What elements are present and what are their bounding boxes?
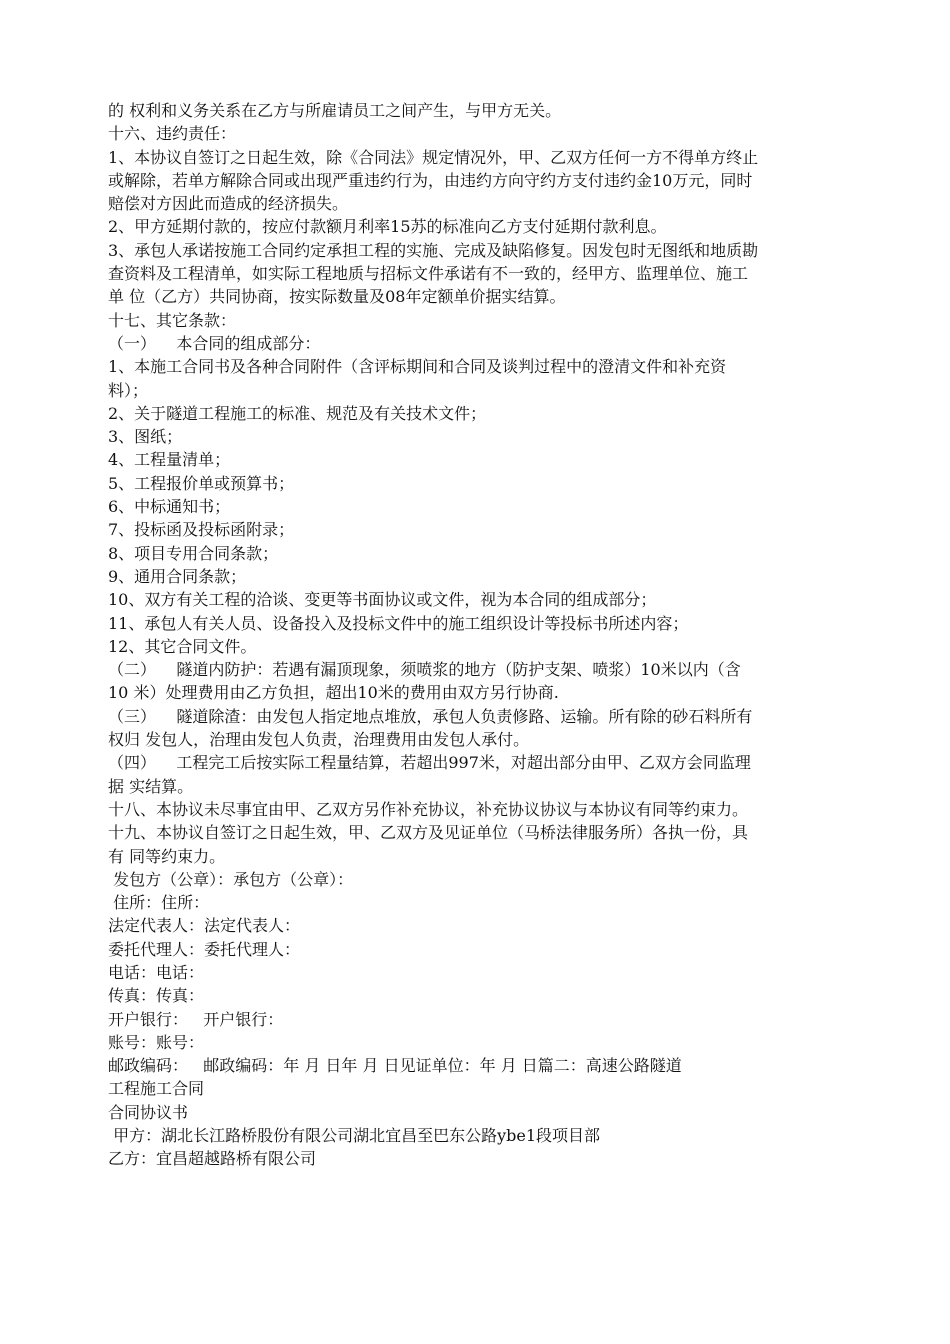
section-heading: 十七、其它条款： (108, 310, 237, 330)
text-line: 有 同等约束力。 (108, 846, 226, 866)
subsection-line: （四） 工程完工后按实际工程量结算，若超出997米，对超出部分由甲、乙双方会同监理 (108, 753, 751, 773)
list-item: 8、项目专用合同条款； (108, 543, 279, 563)
list-item: 4、工程量清单； (108, 450, 231, 470)
text-line: 的 权利和义务关系在乙方与所雇请员工之间产生，与甲方无关。 (108, 101, 562, 120)
signature-field: 传真：传真： (108, 986, 205, 1006)
text-line: 据 实结算。 (108, 776, 194, 796)
list-item: 2、关于隧道工程施工的标准、规范及有关技术文件； (108, 403, 487, 423)
text-line: 合同协议书 (108, 1102, 189, 1122)
subsection-line: （三） 隧道除渣：由发包人指定地点堆放，承包人负责修路、运输。所有除的砂石料所有 (108, 706, 753, 726)
list-item: 3、图纸； (108, 427, 183, 447)
signature-field: 账号：账号： (108, 1032, 205, 1052)
list-item: 1、本施工合同书及各种合同附件（含评标期间和合同及谈判过程中的澄清文件和补充资 (108, 357, 727, 377)
list-item: 11、承包人有关人员、设备投入及投标文件中的施工组织设计等投标书所述内容； (108, 613, 689, 633)
text-line: 赔偿对方因此而造成的经济损失。 (108, 194, 349, 214)
signature-field: 发包方（公章）：承包方（公章）： (108, 869, 354, 889)
subsection-heading: （一） 本合同的组成部分： (108, 333, 321, 353)
party-line: 乙方：宜昌超越路桥有限公司 (108, 1149, 317, 1169)
signature-field: 住所：住所： (108, 893, 210, 913)
list-item: 5、工程报价单或预算书； (108, 473, 295, 493)
list-item: 10、双方有关工程的洽谈、变更等书面协议或文件，视为本合同的组成部分； (108, 590, 657, 610)
subsection-line: （二） 隧道内防护：若遇有漏顶现象，须喷浆的地方（防护支架、喷浆）10米以内（含 (108, 660, 741, 680)
list-item: 6、中标通知书； (108, 497, 231, 517)
signature-field: 法定代表人：法定代表人： (108, 916, 301, 936)
text-line: 查资料及工程清单，如实际工程地质与招标文件承诺有不一致的，经甲方、监理单位、施工 (108, 264, 749, 284)
text-line: 1、本协议自签订之日起生效，除《合同法》规定情况外，甲、乙双方任何一方不得单方终止 (108, 147, 759, 167)
party-line: 甲方：湖北长江路桥股份有限公司湖北宜昌至巴东公路ybe1段项目部 (108, 1126, 601, 1146)
section-heading: 十六、违约责任： (108, 124, 237, 144)
signature-field: 开户银行： 开户银行： (108, 1009, 284, 1029)
text-line: 或解除，若单方解除合同或出现严重违约行为，由违约方向守约方支付违约金10万元，同时 (108, 170, 753, 190)
text-line: 10 米）处理费用由乙方负担，超出10米的费用由双方另行协商. (108, 683, 559, 703)
list-item: 9、通用合同条款； (108, 566, 247, 586)
section-line: 十九、本协议自签订之日起生效，甲、乙双方及见证单位（马桥法律服务所）各执一份，具 (108, 823, 749, 843)
text-line: 工程施工合同 (108, 1079, 205, 1099)
text-line: 3、承包人承诺按施工合同约定承担工程的实施、完成及缺陷修复。因发包时无图纸和地质勘 (108, 240, 759, 260)
list-item: 料）； (108, 380, 149, 400)
signature-field: 委托代理人：委托代理人： (108, 939, 301, 959)
text-line: 2、甲方延期付款的，按应付款额月利率15苏的标准向乙方支付延期付款利息。 (108, 217, 667, 237)
list-item: 7、投标函及投标函附录； (108, 520, 295, 540)
text-line: 单 位（乙方）共同协商，按实际数量及08年定额单价据实结算。 (108, 287, 566, 307)
section-line: 十八、本协议未尽事宜由甲、乙双方另作补充协议，补充协议协议与本协议有同等约束力。 (108, 799, 749, 819)
signature-field: 邮政编码： 邮政编码：年 月 日年 月 日见证单位：年 月 日篇二：高速公路隧道 (108, 1056, 682, 1076)
document-body (108, 99, 848, 1171)
list-item: 12、其它合同文件。 (108, 636, 257, 656)
text-line: 权归 发包人，治理由发包人负责，治理费用由发包人承付。 (108, 730, 530, 750)
signature-field: 电话：电话： (108, 962, 205, 982)
